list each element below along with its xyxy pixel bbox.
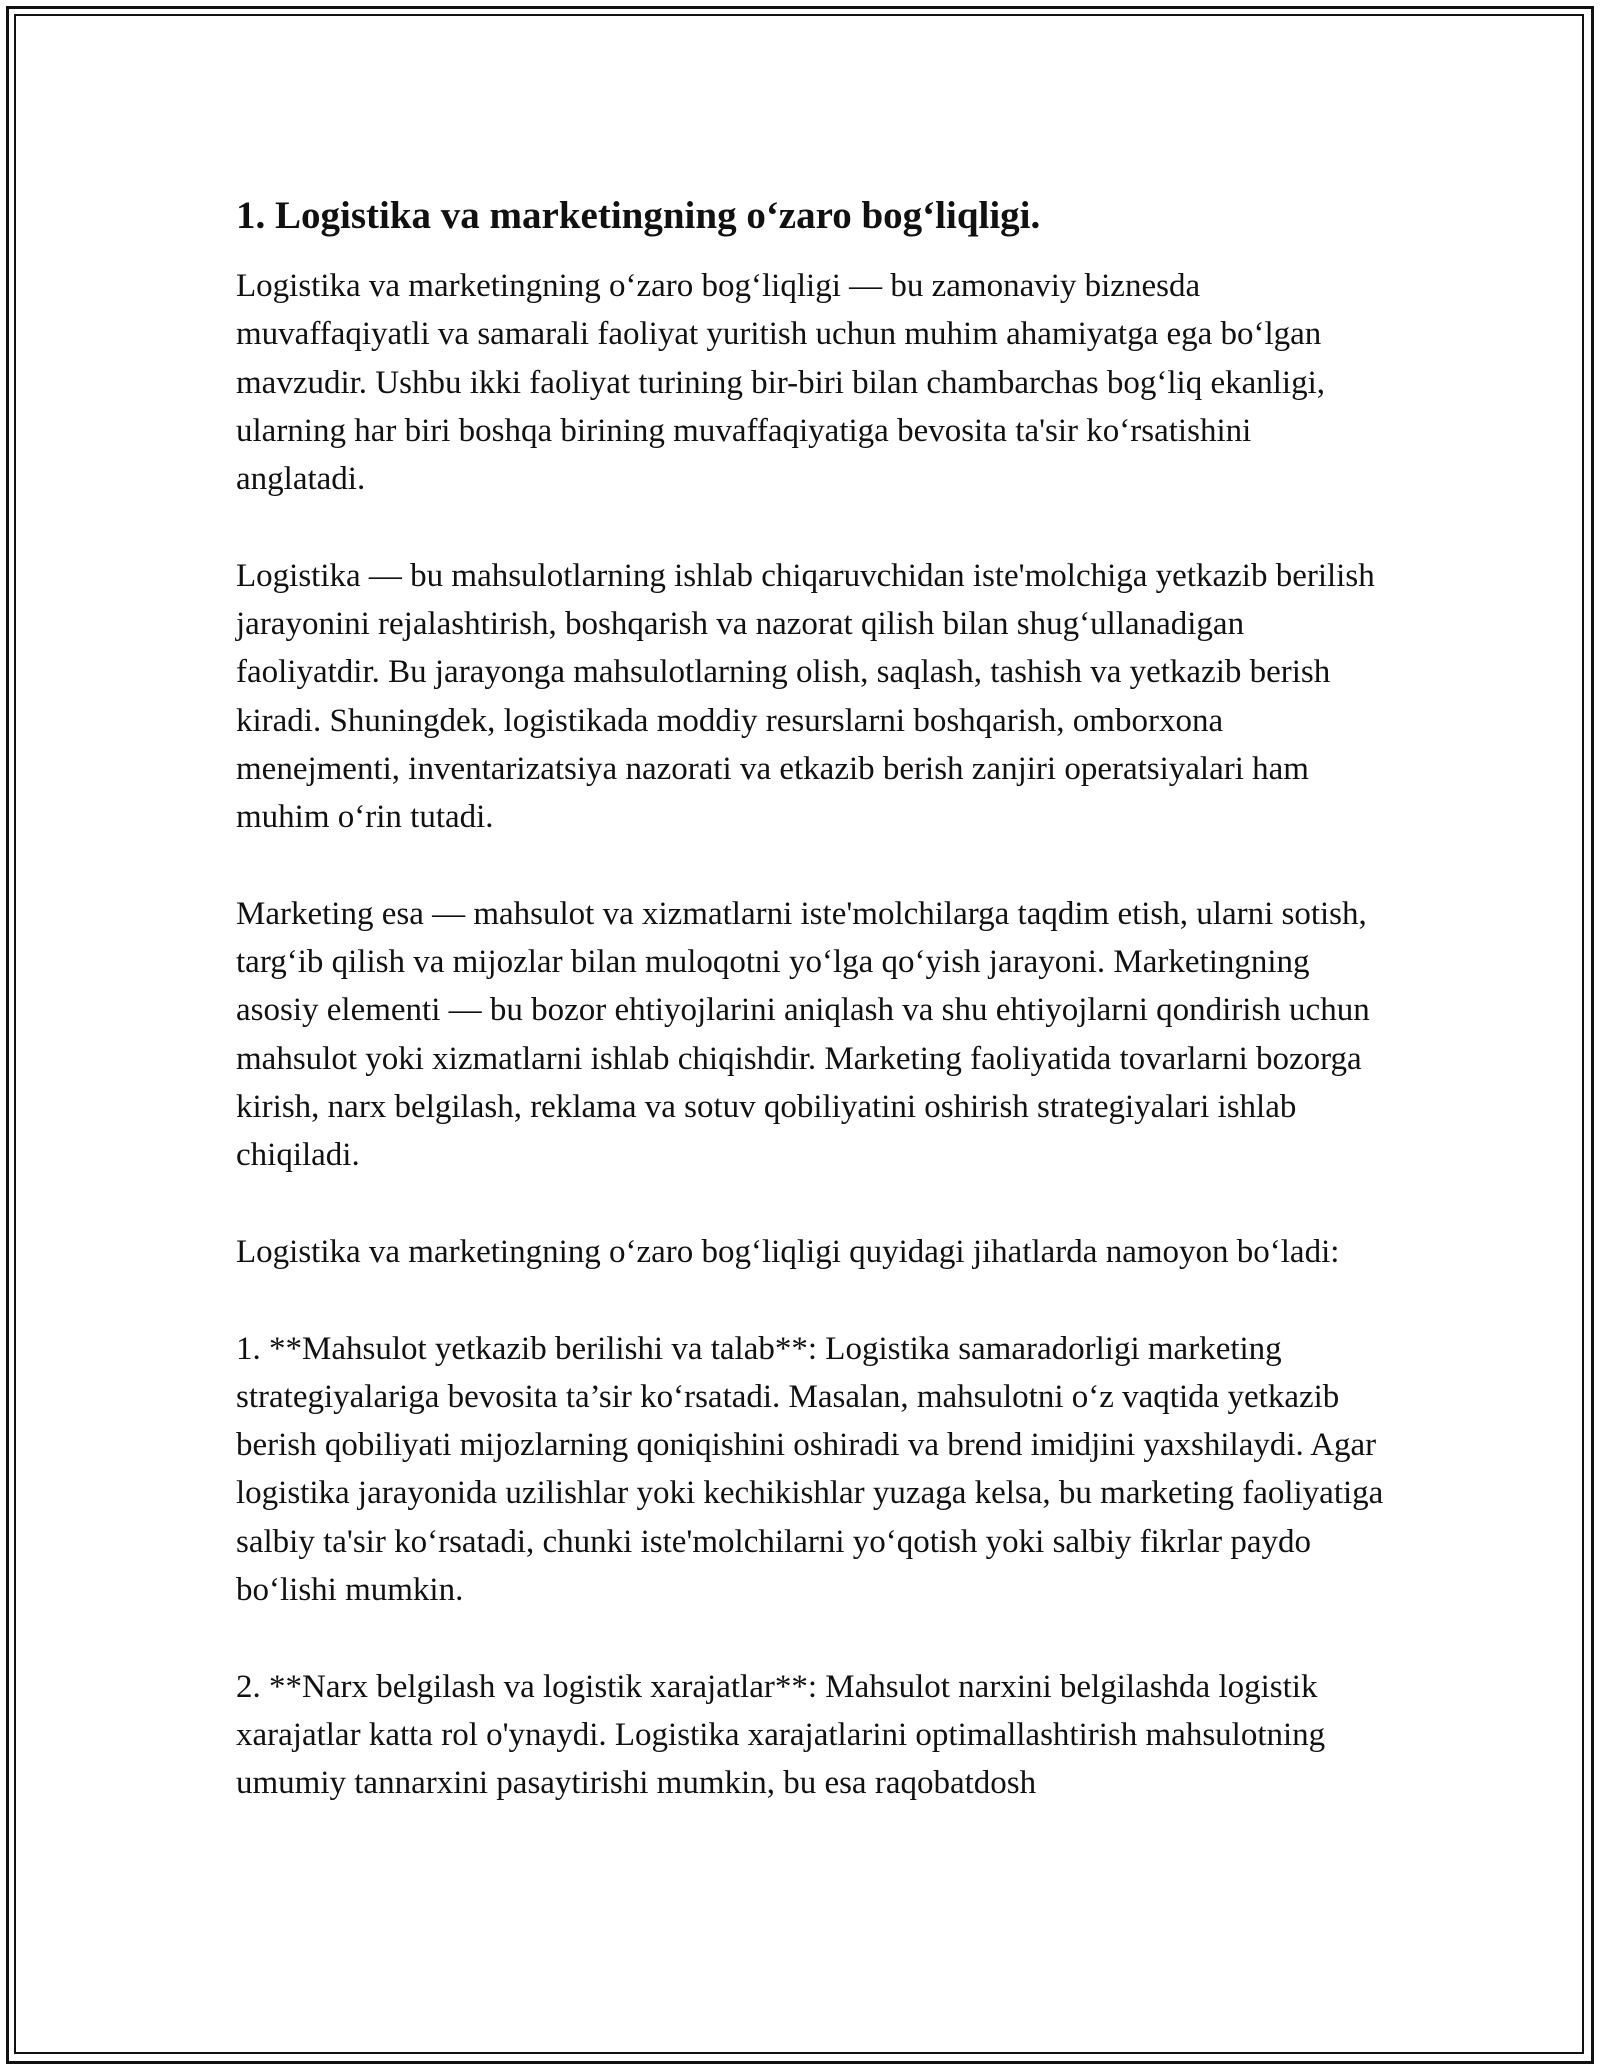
paragraph-logistics: Logistika — bu mahsulotlarning ishlab chiqaruvchidan iste'molchiga yetkazib berilish jarayonini rejalashtirish, boshqarish va nazorat qilish bilan shug‘ullanadigan faoliyatdir. Bu jarayonga mahsulotlarning olish, saqlash, tashish va yetkazib berish kiradi. Shuningdek, logistikada moddiy resurslarni boshqarish, omborxona menejmenti, inventarizatsiya nazorati va etkazib berish zanjiri operatsiyalari ham muhim o‘rin tutadi. (236, 557, 1375, 836)
paragraph-marketing: Marketing esa — mahsulot va xizmatlarni iste'molchilarga taqdim etish, ularni sotish, targ‘ib qilish va mijozlar bilan muloqotni yo‘lga qo‘yish jarayoni. Marketingning asosiy elementi — bu bozor ehtiyojlarini aniqlash va shu ehtiyojlarni qondirish uchun mahsulot yoki xizmatlarni ishlab chiqishdir. Marketing faoliyatida tovarlarni bozorga kirish, narx belgilash, reklama va sotuv qobiliyatini oshirish strategiyalari ishlab chiqiladi. (236, 895, 1370, 1174)
document-body (236, 188, 1386, 1856)
document-title: 1. Logistika va marketingning o‘zaro bog‘liqligi. (236, 194, 1041, 237)
paragraph-intro: Logistika va marketingning o‘zaro bog‘liqligi — bu zamonaviy biznesda muvaffaqiyatli va samarali faoliyat yuritish uchun muhim ahamiyatga ega bo‘lgan mavzudir. Ushbu ikki faoliyat turining bir-biri bilan chambarchas bog‘liq ekanligi, ularning har biri boshqa birining muvaffaqiyatiga bevosita ta'sir ko‘rsatishini anglatadi. (236, 268, 1325, 498)
list-item-pricing-costs: 2. **Narx belgilash va logistik xarajatlar**: Mahsulot narxini belgilashda logistik xarajatlar katta rol o'ynaydi. Logistika xarajatlarini optimallashtirish mahsulotning umumiy tannarxini pasaytirishi mumkin, bu esa raqobatdosh (236, 1668, 1326, 1802)
paragraph-relationship-intro: Logistika va marketingning o‘zaro bog‘liqligi quyidagi jihatlarda namoyon bo‘ladi: (236, 1233, 1340, 1270)
list-item-delivery-demand: 1. **Mahsulot yetkazib berilishi va talab**: Logistika samaradorligi marketing strategiyalariga bevosita ta’sir ko‘rsatadi. Masalan, mahsulotni o‘z vaqtida yetkazib berish qobiliyati mijozlarning qoniqishini oshiradi va brend imidjini yaxshilaydi. Agar logistika jarayonida uzilishlar yoki kechikishlar yuzaga kelsa, bu marketing faoliyatiga salbiy ta'sir ko‘rsatadi, chunki iste'molchilarni yo‘qotish yoki salbiy fikrlar paydo bo‘lishi mumkin. (236, 1330, 1384, 1609)
